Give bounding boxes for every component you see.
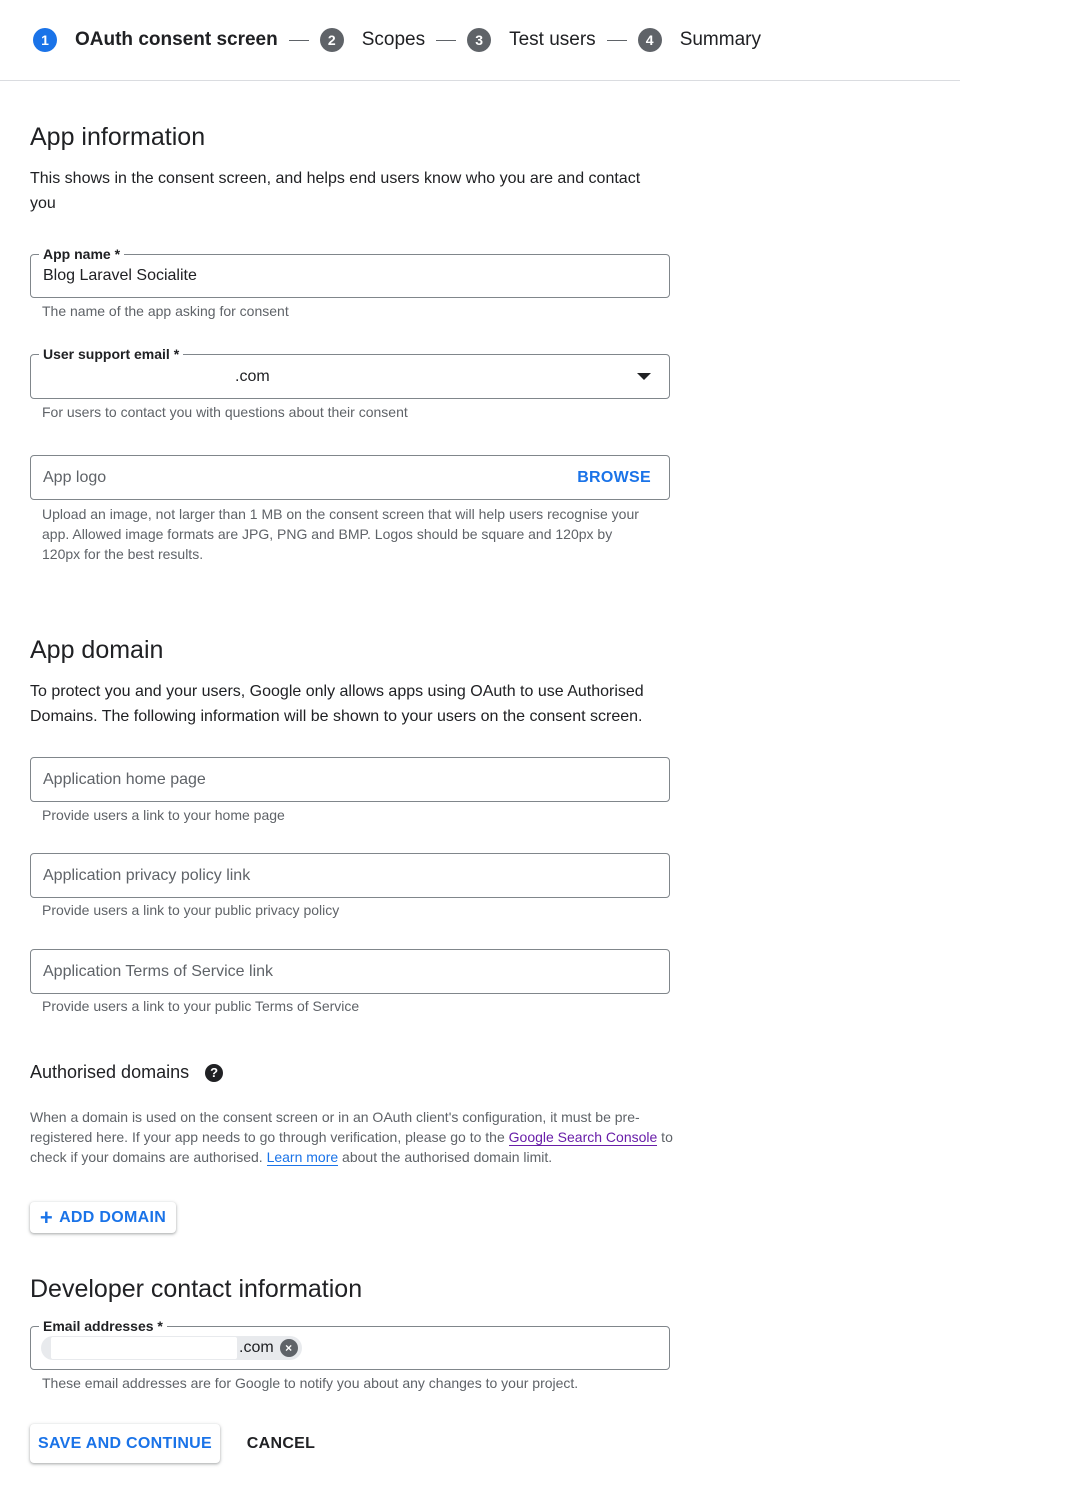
terms-of-service-placeholder: Application Terms of Service link (43, 962, 274, 980)
step-oauth-consent[interactable] (33, 28, 278, 52)
user-support-email-select[interactable] (30, 346, 670, 399)
stepper (0, 0, 960, 81)
step-label: OAuth consent screen (75, 29, 278, 50)
authorised-domains-text-1: When a domain is used on the consent screen or in an OAuth client's configuration, it must be pre-registered here. If your app needs to go through verification, please go to the (30, 1109, 640, 1145)
app-information-description: This shows in the consent screen, and helps end users know who you are and contact you (30, 170, 641, 212)
step-summary[interactable] (638, 28, 761, 52)
help-icon[interactable]: ? (205, 1064, 223, 1082)
step-number: 3 (467, 28, 491, 52)
authorised-domains-title (30, 1062, 223, 1083)
app-logo-placeholder: App logo (43, 468, 107, 486)
app-domain-description: To protect you and your users, Google only allows apps using OAuth to use Authorised Domains. The following information will be shown to your users on the consent screen. (30, 683, 644, 725)
email-addresses-label: Email addresses * (39, 1317, 167, 1335)
authorised-domains-text-3: about the authorised domain limit. (338, 1149, 553, 1165)
developer-contact-title: Developer contact information (30, 1275, 363, 1303)
app-information-title: App information (30, 123, 206, 151)
app-name-hint: The name of the app asking for consent (42, 303, 289, 319)
user-support-email-value: .com (235, 367, 270, 385)
email-addresses-field[interactable] (30, 1318, 670, 1370)
home-page-hint: Provide users a link to your home page (42, 807, 285, 823)
user-support-email-hint: For users to contact you with questions about their consent (42, 404, 408, 420)
home-page-placeholder: Application home page (43, 770, 206, 788)
app-logo-hint: Upload an image, not larger than 1 MB on the consent screen that will help users recognise your app. Allowed image formats are JPG, PNG and BMP. Logos should be square and 120px by 120px for the best results. (42, 506, 639, 562)
close-icon[interactable]: × (280, 1339, 298, 1357)
email-addresses-hint: These email addresses are for Google to notify you about any changes to your project. (42, 1375, 579, 1391)
step-separator (289, 40, 309, 41)
app-name-field[interactable] (30, 246, 670, 298)
terms-of-service-hint: Provide users a link to your public Terms of Service (42, 998, 360, 1014)
app-name-label: App name * (39, 245, 124, 263)
dropdown-arrow-icon[interactable] (637, 373, 651, 380)
step-test-users[interactable] (467, 28, 596, 52)
step-number: 2 (320, 28, 344, 52)
add-domain-button[interactable] (30, 1202, 176, 1233)
step-separator (607, 40, 627, 41)
app-domain-title: App domain (30, 636, 164, 664)
terms-of-service-input[interactable] (30, 949, 670, 994)
learn-more-link[interactable]: Learn more (266, 1149, 339, 1165)
save-and-continue-button[interactable]: SAVE AND CONTINUE (30, 1424, 220, 1463)
home-page-input[interactable] (30, 757, 670, 802)
app-logo-field[interactable] (30, 455, 670, 500)
step-label: Scopes (361, 29, 426, 50)
authorised-domains-text-2: to check if your domains are authorised. (30, 1129, 673, 1165)
authorised-domains-label: Authorised domains (30, 1062, 190, 1082)
browse-button[interactable]: BROWSE (577, 468, 651, 486)
step-number: 1 (33, 28, 57, 52)
step-scopes[interactable] (320, 28, 425, 52)
privacy-policy-input[interactable] (30, 853, 670, 898)
email-chip[interactable] (41, 1336, 302, 1360)
add-domain-label: ADD DOMAIN (59, 1208, 167, 1226)
step-number: 4 (638, 28, 662, 52)
authorised-domains-description (30, 1107, 680, 1167)
step-label: Test users (509, 29, 596, 50)
email-chip-value: .com (239, 1339, 274, 1356)
step-label: Summary (679, 29, 761, 50)
google-search-console-link[interactable]: Google Search Console (508, 1129, 658, 1145)
step-separator (436, 40, 456, 41)
privacy-policy-placeholder: Application privacy policy link (43, 866, 251, 884)
redacted-email-mask (51, 1337, 237, 1359)
user-support-email-label: User support email * (39, 345, 183, 363)
plus-icon: + (39, 1204, 54, 1230)
cancel-button[interactable]: CANCEL (246, 1434, 316, 1452)
privacy-policy-hint: Provide users a link to your public privacy policy (42, 902, 340, 918)
app-name-value: Blog Laravel Socialite (43, 267, 197, 284)
